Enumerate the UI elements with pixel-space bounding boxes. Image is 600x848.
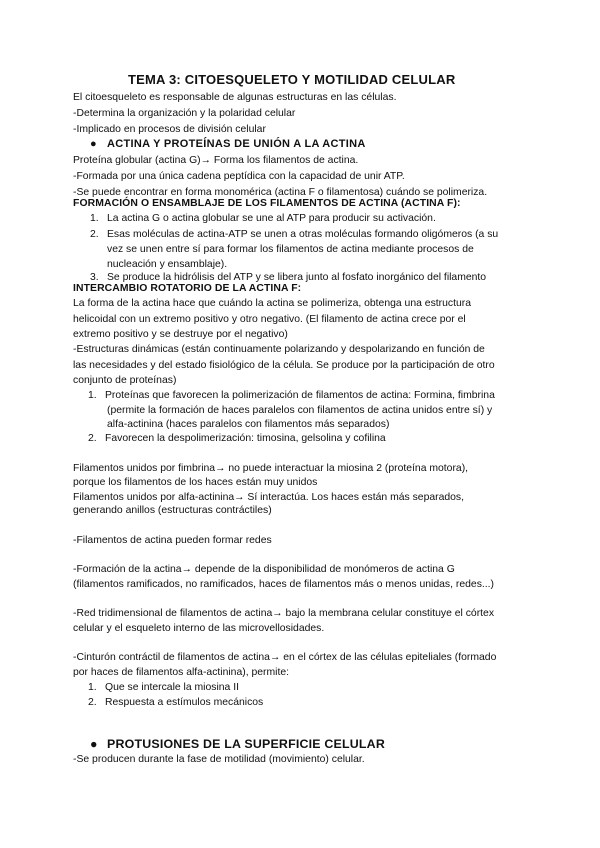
- list-number: 1.: [88, 390, 97, 401]
- paragraph-line: -Se puede encontrar en forma monomérica (actina F o filamentosa) cuándo se polimeriza.: [73, 187, 488, 198]
- list-item-text: Favorecen la despolimerización: timosina, gelsolina y cofilina: [105, 433, 386, 444]
- list-item-text: Se produce la hidrólisis del ATP y se libera junto al fosfato inorgánico del filamento: [107, 272, 487, 283]
- section-heading-actina: [90, 138, 366, 151]
- paragraph-line: helicoidal con un extremo positivo y otro negativo. (El filamento de actina crece por el: [73, 314, 466, 325]
- intro-line: El citoesqueleto es responsable de algunas estructuras en las células.: [73, 92, 397, 103]
- paragraph-line: -Estructuras dinámicas (están continuamente polarizando y despolarizando en función de: [73, 344, 485, 355]
- list-number: 2.: [90, 229, 99, 240]
- paragraph-line: Filamentos unidos por fimbrina→ no puede interactuar la miosina 2 (proteína motora),: [73, 463, 469, 474]
- list-item-continuation: nucleación y ensamblaje).: [107, 259, 228, 270]
- list-item-text: Proteínas que favorecen la polimerización de filamentos de actina: Formina, fimbrina: [105, 390, 495, 401]
- paragraph-line: La forma de la actina hace que cuándo la actina se polimeriza, obtenga una estructura: [73, 298, 471, 309]
- list-number: 1.: [90, 213, 99, 224]
- list-item: [88, 389, 495, 402]
- paragraph-line: porque los filamentos de los haces están muy unidos: [73, 477, 318, 488]
- paragraph-line: -Se producen durante la fase de motilidad (movimiento) celular.: [73, 754, 365, 765]
- paragraph-line: por haces de filamentos alfa-actinina), permite:: [73, 667, 290, 678]
- section-heading-text: ACTINA Y PROTEÍNAS DE UNIÓN A LA ACTINA: [107, 138, 366, 150]
- list-item: [90, 212, 436, 225]
- paragraph-line: conjunto de proteínas): [73, 375, 177, 386]
- subheading-intercambio: INTERCAMBIO ROTATORIO DE LA ACTINA F:: [73, 283, 302, 294]
- list-item: [88, 432, 386, 445]
- section-heading-protusiones: [90, 737, 385, 752]
- paragraph-line: las necesidades y del estado fisiológico de la célula. Se produce por la participación de otro: [73, 360, 495, 371]
- intro-line: -Determina la organización y la polaridad celular: [73, 108, 296, 119]
- paragraph-line: -Formada por una única cadena peptídica con la capacidad de unir ATP.: [73, 171, 405, 182]
- list-item-continuation: (permite la formación de haces paralelos con filamentos de actina unidos entre sí) y: [107, 405, 493, 416]
- section-heading-text: PROTUSIONES DE LA SUPERFICIE CELULAR: [107, 737, 385, 751]
- list-item-text: Esas moléculas de actina-ATP se unen a otras moléculas formando oligómeros (a su: [107, 229, 499, 240]
- list-number: 3.: [90, 272, 99, 283]
- list-number: 1.: [88, 682, 97, 693]
- paragraph-line: -Filamentos de actina pueden formar redes: [73, 535, 272, 546]
- bullet-icon: ●: [90, 737, 98, 751]
- list-number: 2.: [88, 697, 97, 708]
- list-number: 2.: [88, 433, 97, 444]
- list-item-continuation: alfa-actinina (haces paralelos con filamentos más separados): [107, 419, 390, 430]
- paragraph-line: -Red tridimensional de filamentos de actina→ bajo la membrana celular constituye el córtex: [73, 608, 495, 619]
- list-item: [88, 681, 239, 694]
- paragraph-line: -Cinturón contráctil de filamentos de actina→ en el córtex de las células epiteliales (formado: [73, 652, 497, 663]
- paragraph-line: Proteína globular (actina G)→ Forma los filamentos de actina.: [73, 155, 359, 166]
- intro-line: -Implicado en procesos de división celular: [73, 124, 266, 135]
- list-item-text: Que se intercale la miosina II: [105, 682, 239, 693]
- paragraph-line: celular y el esqueleto interno de las microvellosidades.: [73, 623, 325, 634]
- paragraph-line: (filamentos ramificados, no ramificados, haces de filamentos más o menos unidas, redes...): [73, 579, 495, 590]
- paragraph-line: Filamentos unidos por alfa-actinina→ Sí interactúa. Los haces están más separados,: [73, 492, 465, 503]
- list-item-continuation: vez se unen entre sí para formar los filamentos de actina mediante procesos de: [107, 244, 474, 255]
- page-title: TEMA 3: CITOESQUELETO Y MOTILIDAD CELULAR: [128, 72, 456, 87]
- list-item-text: Respuesta a estímulos mecánicos: [105, 697, 264, 708]
- list-item: [88, 696, 263, 709]
- bullet-icon: ●: [90, 138, 97, 150]
- list-item-text: La actina G o actina globular se une al ATP para producir su activación.: [107, 213, 436, 224]
- paragraph-line: extremo positivo y se destruye por el negativo): [73, 329, 288, 340]
- list-item: [90, 228, 498, 241]
- paragraph-line: generando anillos (estructuras contráctiles): [73, 505, 272, 516]
- paragraph-line: -Formación de la actina→ depende de la disponibilidad de monómeros de actina G: [73, 564, 455, 575]
- subheading-formacion: FORMACIÓN O ENSAMBLAJE DE LOS FILAMENTOS DE ACTINA (ACTINA F):: [73, 198, 461, 209]
